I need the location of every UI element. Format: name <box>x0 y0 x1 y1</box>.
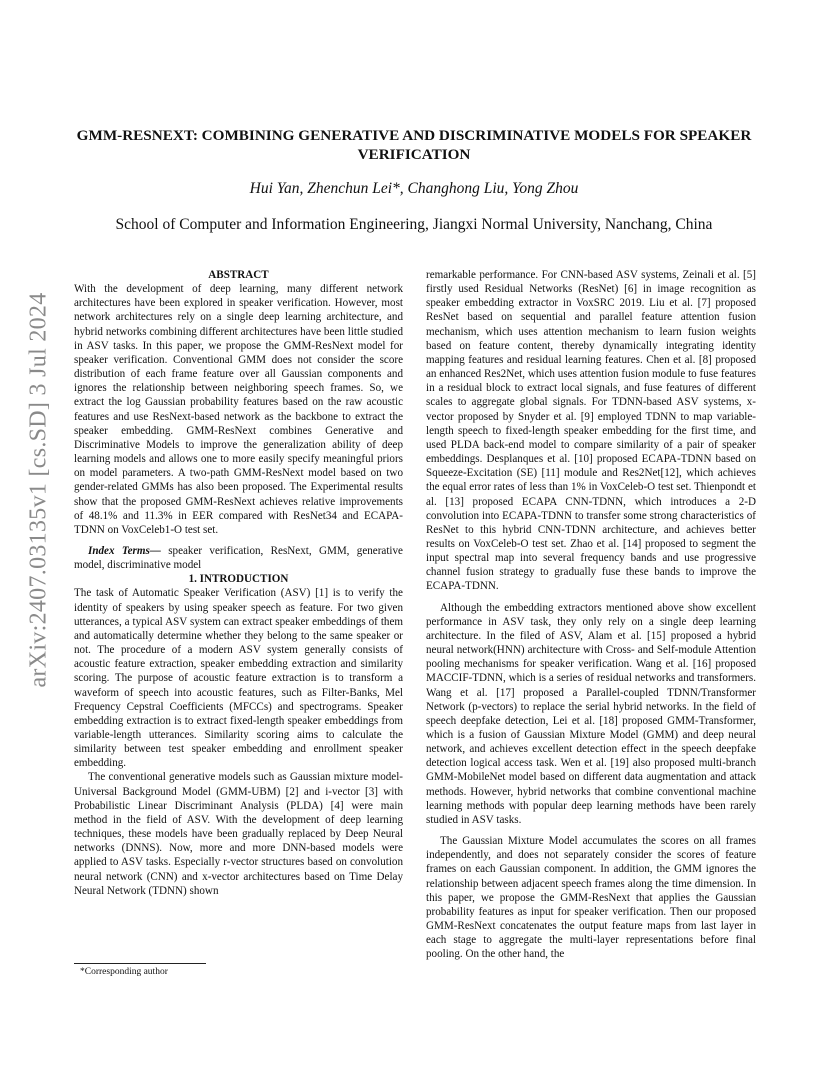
intro-paragraph-2: The conventional generative models such as Gaussian mixture model-Universal Background Model (GMM-UBM) [2] and i-vector [3] with Probabilistic Linear Discriminant Analysis (PLDA) [4] were main method in the field of ASV. With the development of deep learning techniques, these models have been gradually replaced by Deep Neural networks (DNNS). Now, more and more DNN-based models were applied to ASV tasks. Especially r-vector structures based on convolution neural network (CNN) and x-vector architectures based on Time Delay Neural Network (TDNN) shown <box>74 771 403 897</box>
intro-paragraph-1: The task of Automatic Speaker Verification (ASV) [1] is to verify the identity of speakers by using speaker speech as feature. For two given utterances, a typical ASV system can extract speaker embeddings of them and automatically determine whether they belong to the same speaker or not. The procedure of a modern ASV system generally consists of acoustic feature extraction, speaker embedding extraction and similarity scoring. The purpose of acoustic feature extraction is to transform a waveform of speech into acoustic features, such as Filter-Banks, Mel Frequency Cepstral Coefficients (MFCCs) and spectrograms. Speaker embedding extraction is to extract fixed-length speaker embeddings from variable-length utterances. Similarity scoring aims to calculate the similarity between test speaker embedding and enrollment speaker embedding. <box>74 587 403 770</box>
right-paragraph-1: remarkable performance. For CNN-based ASV systems, Zeinali et al. [5] firstly used Residual Networks (ResNet) [6] in image recognition as speaker embedding extractor in VoxSRC 2019. Liu et al. [7] proposed ResNet based on sequential and parallel feature attention fusion mechanism, which uses attention mechanism to learn fusion weights based on feature content, thereby dynamically integrating identity mapping features and residual learning features. Chen et al. [8] proposed an enhanced Res2Net, which uses attention fusion module to fuse features in a residual block to extract local signals, and fuse features of different scales to aggregate global signals. For TDNN-based ASV systems, x-vector proposed by Snyder et al. [9] employed TDNN to map variable-length speech to fixed-length speaker embedding for the first time, and used PLDA back-end model to compare similarity of a pair of speaker embeddings. Desplanques et al. [10] proposed ECAPA-TDNN based on Squeeze-Excitation (SE) [11] module and Res2Net[12], which achieves the equal error rates of less than 1% in VoxCeleb-O test set. Thienpondt et al. [13] proposed ECAPA CNN-TDNN, which introduces a 2-D convolution into ECAPA-TDNN to transfer some strong characteristics of ResNet to this hybrid CNN-TDNN architecture, and achieves better results on VoxCeleb-O test set. Zhao et al. [14] proposed to segment the input spectral map into several frequency bands and use progressive channel fusion strategy to gradually fuse these bands to improve the ECAPA-TDNN. <box>426 269 756 593</box>
index-terms <box>74 544 403 572</box>
paper-affiliation: School of Computer and Information Engineering, Jiangxi Normal University, Nanchang, China <box>115 216 713 233</box>
right-paragraph-2: Although the embedding extractors mentioned above show excellent performance in ASV task, they only rely on a single deep learning architecture. In the filed of ASV, Alam et al. [15] proposed a hybrid neural network(HNN) architecture with Cross- and Self-module Attention pooling mechanisms for speaker verification. Wang et al. [16] proposed MACCIF-TDNN, which is a series of residual networks and transformers. Wang et al. [17] proposed a Parallel-coupled TDNN/Transformer Network (p-vectors) to replace the serial hybrid networks. In the field of speech deepfake detection, Lei et al. [18] proposed GMM-Transformer, which is a fusion of Gaussian Mixture Model (GMM) and deep neural network, and achieves excellent detection effect in the speech deepfake detection logical access task. Wen et al. [19] also proposed multi-branch GMM-MobileNet model based on different data augmentation and attack methods. However, hybrid networks that combine conventional machine learning methods with popular deep learning methods have been rarely studied in ASV tasks. <box>426 601 756 826</box>
index-terms-text: speaker verification, ResNext, GMM, generative model, discriminative model <box>74 544 403 572</box>
footnote: *Corresponding author <box>80 967 168 977</box>
footnote-divider <box>74 963 206 964</box>
right-paragraph-3: The Gaussian Mixture Model accumulates the scores on all frames independently, and does not separately consider the scores of feature frames on each Gaussian component. In addition, the GMM ignores the relationship between adjacent speech frames along the time dimension. In this paper, we propose the GMM-ResNext that applies the Gaussian probability features as input for speaker verification. Then our proposed GMM-ResNext concatenates the output feature maps from last layer in each stage to aggregate the multi-layer representations before final pooling. On the other hand, the <box>426 835 756 961</box>
arxiv-id-text: arXiv:2407.03135v1 [cs.SD] 3 Jul 2024 <box>25 292 52 688</box>
abstract-heading: ABSTRACT <box>208 269 269 281</box>
right-column <box>426 268 756 962</box>
index-terms-label: Index Terms— <box>88 544 161 557</box>
abstract-text: With the development of deep learning, many different network architectures have been explored in speaker verification. However, most network architectures rely on a single deep learning architecture, and hybrid networks combining different architectures have been little studied in ASV tasks. In this paper, we propose the GMM-ResNext model for speaker verification. Conventional GMM does not consider the score distribution of each frame feature over all Gaussian components and ignores the relationship between neighboring speech frames. So, we extract the log Gaussian probability features based on the raw acoustic features and use ResNext-based network as the backbone to extract the speaker embedding. GMM-ResNext combines Generative and Discriminative Models to improve the generalization ability of deep learning models and allows one to more easily specify meaningful priors on model parameters. A two-path GMM-ResNext model based on two gender-related GMMs has also been proposed. The Experimental results show that the proposed GMM-ResNext achieves relative improvements of 48.1% and 11.3% in EER compared with ResNet34 and ECAPA-TDNN on VoxCeleb1-O test set. <box>74 283 403 536</box>
paper-title: GMM-RESNEXT: COMBINING GENERATIVE AND DISCRIMINATIVE MODELS FOR SPEAKER VERIFICATION <box>76 127 752 163</box>
paper-authors: Hui Yan, Zhenchun Lei*, Changhong Liu, Yong Zhou <box>249 180 579 197</box>
arxiv-identifier <box>24 292 54 688</box>
left-column <box>74 268 403 898</box>
introduction-heading: 1. INTRODUCTION <box>188 573 289 586</box>
